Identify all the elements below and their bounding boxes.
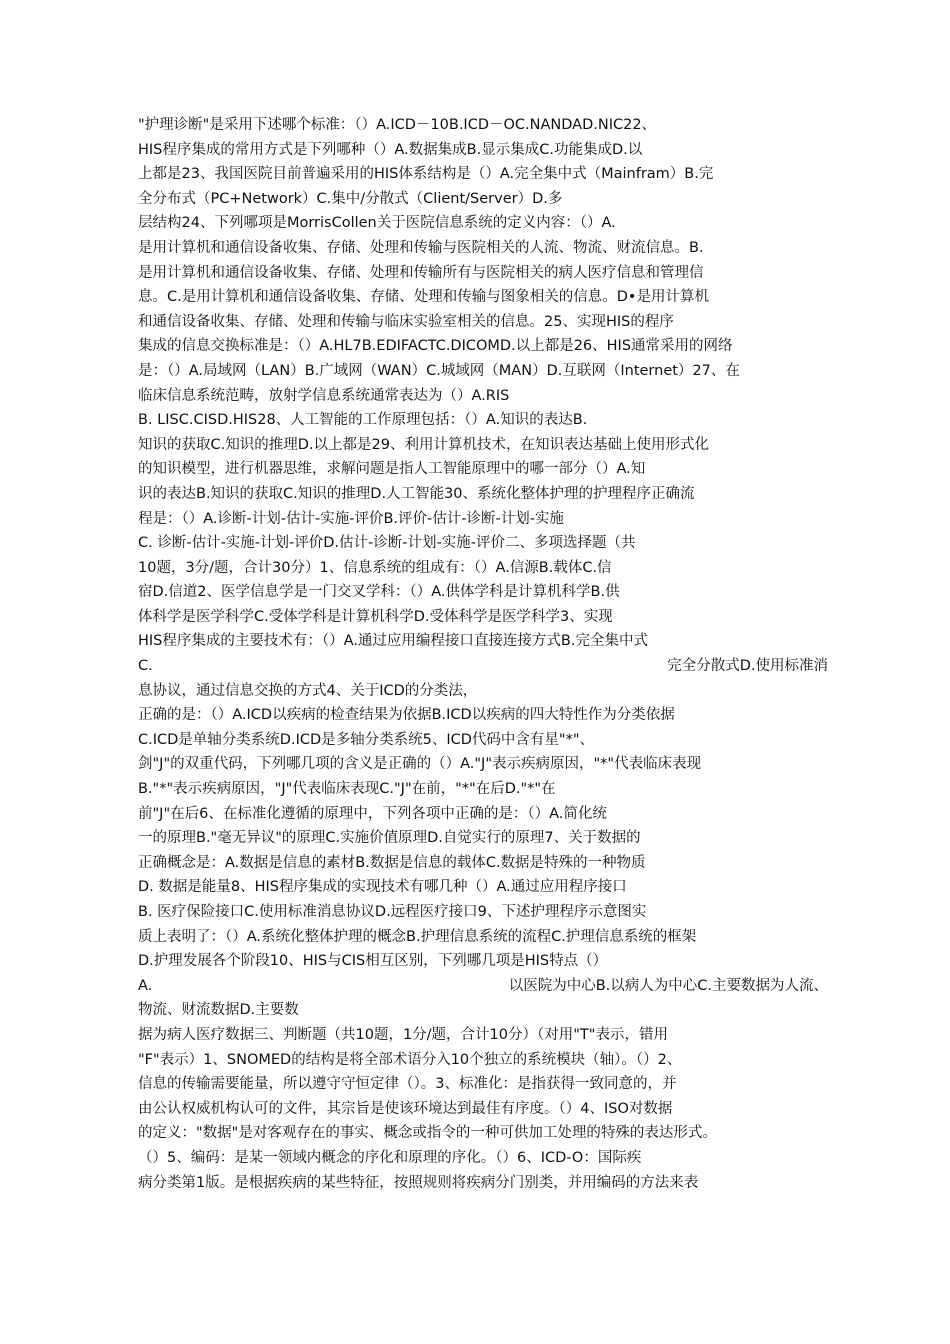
text-line: 体科学是医学科学C.受体学科是计算机科学D.受体科学是医学科学3、实现 <box>138 608 613 625</box>
text-fragment-right: 以医院为中心B.以病人为中心C.主要数据为人流、 <box>508 977 828 994</box>
text-line: 信息的传输需要能量，所以遵守守恒定律（）。3、标准化：是指获得一致同意的，并 <box>138 1076 677 1093</box>
text-line: 息协议，通过信息交换的方式4、关于ICD的分类法， <box>138 682 478 699</box>
text-line: 宿D.信道2、医学信息学是一门交叉学科：（）A.供体学科是计算机科学B.供 <box>138 584 620 601</box>
text-line: D.护理发展各个阶段10、HIS与CIS相互区别，下列哪几项是HIS特点（） <box>138 953 608 970</box>
text-fragment-left: C. <box>138 658 153 675</box>
text-line: 是用计算机和通信设备收集、存储、处理和传输所有与医院相关的病人医疗信息和管理信 <box>138 264 704 281</box>
text-line-split <box>138 974 828 999</box>
text-line: 一的原理B."毫无异议"的原理C.实施价值原理D.自觉实行的原理7、关于数据的 <box>138 830 641 847</box>
text-line: 层结构24、下列哪项是MorrisCollen关于医院信息系统的定义内容：（）A. <box>138 215 616 232</box>
text-line: 物流、财流数据D.主要数 <box>138 1002 299 1019</box>
text-line: 10题，3分/题，合计30分）1、信息系统的组成有：（）A.信源B.载体C.信 <box>138 559 612 576</box>
text-line: 息。C.是用计算机和通信设备收集、存储、处理和传输与图象相关的信息。D•是用计算机 <box>138 289 709 306</box>
text-line: 前"J"在后6、在标准化遵循的原理中，下列各项中正确的是：（）A.简化统 <box>138 805 607 822</box>
text-line: 识的表达B.知识的获取C.知识的推理D.人工智能30、系统化整体护理的护理程序正确流 <box>138 485 695 502</box>
text-line: 知识的获取C.知识的推理D.以上都是29、利用计算机技术，在知识表达基础上使用形式化 <box>138 436 709 453</box>
text-line: 正确概念是：A.数据是信息的素材B.数据是信息的载体C.数据是特殊的一种物质 <box>138 854 646 871</box>
text-line: 集成的信息交换标准是：（）A.HL7B.EDIFACTC.DICOMD.以上都是26、HIS通常采用的网络 <box>138 338 733 355</box>
text-line: 质上表明了：（）A.系统化整体护理的概念B.护理信息系统的流程C.护理信息系统的框架 <box>138 928 697 945</box>
text-line: 的知识模型，进行机器思维，求解问题是指人工智能原理中的哪一部分（）A.知 <box>138 461 646 478</box>
text-line: 和通信设备收集、存储、处理和传输与临床实验室相关的信息。25、实现HIS的程序 <box>138 313 674 330</box>
text-line: 是用计算机和通信设备收集、存储、处理和传输与医院相关的人流、物流、财流信息。B. <box>138 239 704 256</box>
text-line: 剑"J"的双重代码，下列哪几项的含义是正确的（）A."J"表示疾病原因，"*"代表临床表现 <box>138 756 702 773</box>
document-body <box>138 113 828 1195</box>
text-fragment-left: A. <box>138 977 153 994</box>
text-line: 是：（）A.局域网（LAN）B.广域网（WAN）C.城域网（MAN）D.互联网（Internet）27、在 <box>138 362 740 379</box>
text-line: "F"表示）1、SNOMED的结构是将全部术语分入10个独立的系统模块（轴）。（）2、 <box>138 1051 682 1068</box>
text-line: 上都是23、我国医院目前普遍采用的HIS体系结构是（）A.完全集中式（Mainfram）B.完 <box>138 166 714 183</box>
text-line: 正确的是：（）A.ICD以疾病的检查结果为依据B.ICD以疾病的四大特性作为分类依据 <box>138 707 675 724</box>
text-line: B. LISC.CISD.HIS28、人工智能的工作原理包括：（）A.知识的表达B. <box>138 412 588 429</box>
text-line: "护理诊断"是采用下述哪个标准：（）A.ICD－10B.ICD－OC.NANDAD.NIC22、 <box>138 117 657 133</box>
text-line: HIS程序集成的主要技术有：（）A.通过应用编程接口直接连接方式B.完全集中式 <box>138 633 648 650</box>
text-line-split <box>138 654 828 679</box>
text-line: 全分布式（PC+Network）C.集中/分散式（Client/Server）D.多 <box>138 190 563 207</box>
text-line: B. 医疗保险接口C.使用标准消息协议D.远程医疗接口9、下述护理程序示意图实 <box>138 904 647 920</box>
text-line: 据为病人医疗数据三、判断题（共10题，1分/题，合计10分）（对用"T"表示，错用 <box>138 1026 668 1043</box>
text-line: C.ICD是单轴分类系统D.ICD是多轴分类系统5、ICD代码中含有星"*"、 <box>138 731 595 748</box>
text-line: （）5、编码：是某一领域内概念的序化和原理的序化。（）6、ICD-O：国际疾 <box>138 1149 642 1166</box>
text-line: 临床信息系统范畴，放射学信息系统通常表达为（）A.RIS <box>138 387 510 404</box>
text-line: C. 诊断-估计-实施-计划-评价D.估计-诊断-计划-实施-评价二、多项选择题（共 <box>138 535 636 552</box>
text-fragment-right: 完全分散式D.使用标准消 <box>667 658 828 675</box>
text-line: 病分类第1版。是根据疾病的某些特征，按照规则将疾病分门别类，并用编码的方法来表 <box>138 1174 699 1191</box>
text-line: 由公认权威机构认可的文件，其宗旨是使该环境达到最佳有序度。（）4、ISO对数据 <box>138 1100 673 1117</box>
text-line: 的定义："数据"是对客观存在的事实、概念或指令的一种可供加工处理的特殊的表达形式。 <box>138 1125 717 1142</box>
text-line: HIS程序集成的常用方式是下列哪种（）A.数据集成B.显示集成C.功能集成D.以 <box>138 141 643 158</box>
text-line: B."*"表示疾病原因，"J"代表临床表现C."J"在前，"*"在后D."*"在 <box>138 781 556 798</box>
text-line: 程是：（）A.诊断-计划-估计-实施-评价B.评价-估计-诊断-计划-实施 <box>138 510 564 527</box>
text-line: D. 数据是能量8、HIS程序集成的实现技术有哪几种（）A.通过应用程序接口 <box>138 879 627 896</box>
